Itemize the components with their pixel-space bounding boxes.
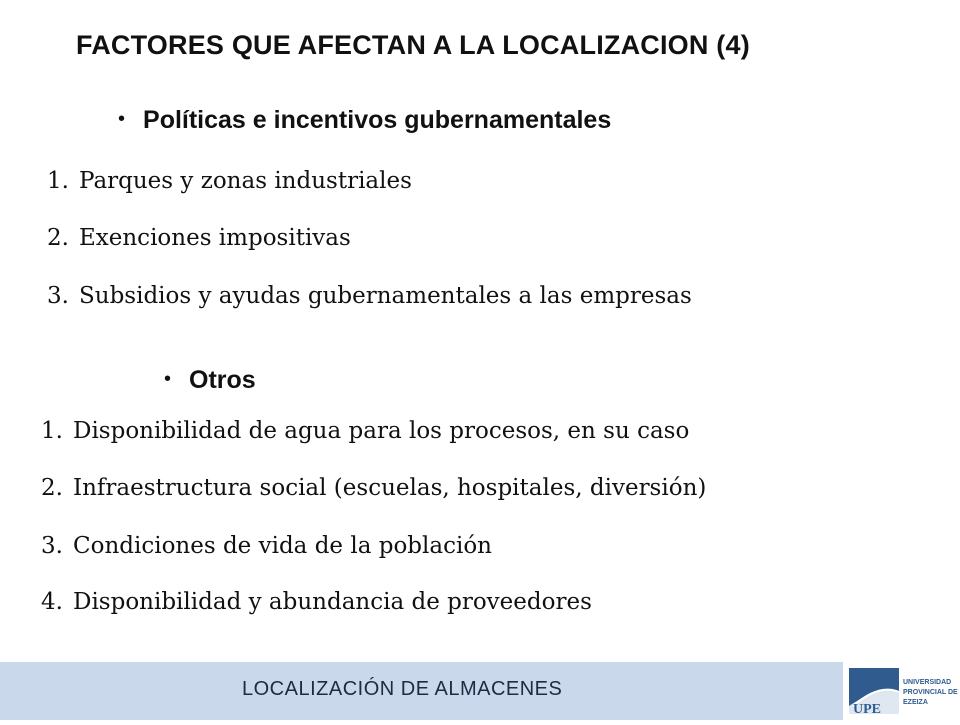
list-item [41, 589, 592, 615]
list-text: Subsidios y ayudas gubernamentales a las empresas [79, 283, 692, 309]
footer-title: LOCALIZACIÓN DE ALMACENES [242, 678, 563, 700]
list-number: 1. [41, 418, 63, 444]
list-text: Parques y zonas industriales [79, 168, 412, 194]
logo-line-3: EZEIZA [903, 699, 928, 706]
list-item [41, 418, 689, 444]
section-heading-otros [164, 366, 256, 395]
list-text: Disponibilidad de agua para los procesos, en su caso [73, 418, 690, 444]
section-heading-politicas [118, 106, 611, 135]
list-number: 2. [47, 225, 69, 251]
university-logo [843, 662, 960, 720]
bullet-icon: • [118, 108, 126, 130]
list-item [47, 168, 412, 194]
list-item [47, 283, 692, 309]
list-item [47, 225, 351, 251]
logo-line-2: PROVINCIAL DE [903, 689, 958, 696]
list-number: 4. [41, 589, 63, 615]
upe-logo-icon [843, 662, 960, 720]
list-number: 3. [41, 533, 63, 559]
list-number: 2. [41, 475, 63, 501]
list-number: 3. [47, 283, 69, 309]
footer-bar [0, 662, 960, 720]
section-heading-label: Otros [189, 366, 256, 394]
list-number: 1. [47, 168, 69, 194]
logo-abbr: UPE [853, 702, 881, 717]
list-item [41, 475, 706, 501]
list-text: Condiciones de vida de la población [73, 533, 492, 559]
section-heading-label: Políticas e incentivos gubernamentales [143, 106, 612, 134]
bullet-icon: • [164, 368, 172, 390]
list-item [41, 533, 492, 559]
slide-title: FACTORES QUE AFECTAN A LA LOCALIZACION (4) [76, 30, 750, 60]
list-text: Infraestructura social (escuelas, hospitales, diversión) [73, 475, 707, 501]
list-text: Disponibilidad y abundancia de proveedores [73, 589, 592, 615]
list-text: Exenciones impositivas [79, 225, 351, 251]
logo-line-1: UNIVERSIDAD [903, 679, 952, 686]
